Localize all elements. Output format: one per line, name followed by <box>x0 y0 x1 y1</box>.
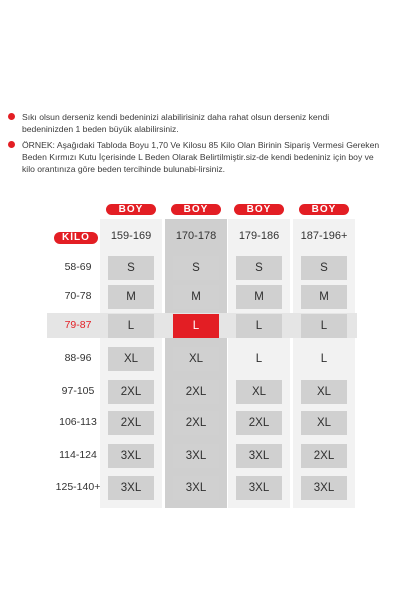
size-cell: XL <box>173 347 219 371</box>
size-cell: 2XL <box>301 444 347 468</box>
height-range-label: 170-178 <box>175 230 217 242</box>
weight-header-badge: KİLO <box>54 232 98 244</box>
weight-range-label: 58-69 <box>64 261 92 273</box>
size-cell: 3XL <box>236 444 282 468</box>
weight-range-label: 114-124 <box>59 449 97 461</box>
note-fit-advice <box>22 111 382 135</box>
size-cell: 3XL <box>236 476 282 500</box>
size-cell: L <box>108 314 154 338</box>
height-range-label: 187-196+ <box>300 230 348 242</box>
weight-range-label: 125-140+ <box>55 481 101 493</box>
size-cell: 3XL <box>173 476 219 500</box>
size-cell: XL <box>301 380 347 404</box>
bullet-icon <box>8 113 15 120</box>
size-cell: 3XL <box>108 476 154 500</box>
size-cell: S <box>236 256 282 280</box>
weight-range-label: 88-96 <box>64 352 92 364</box>
weight-range-label: 106-113 <box>59 416 97 428</box>
size-cell: 2XL <box>108 380 154 404</box>
size-cell: 3XL <box>108 444 154 468</box>
size-cell: L <box>255 353 263 365</box>
height-range-label: 159-169 <box>110 230 152 242</box>
size-cell: 2XL <box>236 411 282 435</box>
height-header-badge: BOY <box>299 204 349 215</box>
height-header-badge: BOY <box>171 204 221 215</box>
size-cell: 2XL <box>173 411 219 435</box>
size-cell: XL <box>301 411 347 435</box>
size-cell: L <box>320 353 328 365</box>
height-header-badge: BOY <box>106 204 156 215</box>
note-text: Sıkı olsun derseniz kendi bedeninizi alabilirisiniz daha rahat olsun derseniz kendi bedeninizden 1 beden büyük alabilirsiniz. <box>22 112 330 134</box>
size-cell: M <box>173 285 219 309</box>
size-cell: 3XL <box>301 476 347 500</box>
size-cell: M <box>236 285 282 309</box>
size-cell: M <box>108 285 154 309</box>
size-cell: S <box>173 256 219 280</box>
size-cell: S <box>108 256 154 280</box>
size-cell: S <box>301 256 347 280</box>
note-example <box>22 139 382 175</box>
size-cell: XL <box>108 347 154 371</box>
size-cell: 2XL <box>108 411 154 435</box>
size-cell: L <box>236 314 282 338</box>
weight-range-label: 97-105 <box>61 385 95 397</box>
size-cell: 3XL <box>173 444 219 468</box>
bullet-icon <box>8 141 15 148</box>
size-cell: XL <box>236 380 282 404</box>
selected-size-cell: L <box>173 314 219 338</box>
size-cell: 2XL <box>173 380 219 404</box>
height-range-label: 179-186 <box>238 230 280 242</box>
height-header-badge: BOY <box>234 204 284 215</box>
size-cell: L <box>301 314 347 338</box>
weight-range-label: 70-78 <box>64 290 92 302</box>
size-cell: M <box>301 285 347 309</box>
note-text: ÖRNEK: Aşağıdaki Tabloda Boyu 1,70 Ve Kilosu 85 Kilo Olan Birinin Sipariş Vermesi Gereken Beden Kırmızı Kutu İçerisinde L Beden Olarak Belirtilmiştir.siz-de kendi bedeniniz için boy ve kilo orantınıza göre beden tercihinde bulunabi-lirsiniz. <box>22 140 380 174</box>
weight-range-label: 79-87 <box>64 319 92 331</box>
